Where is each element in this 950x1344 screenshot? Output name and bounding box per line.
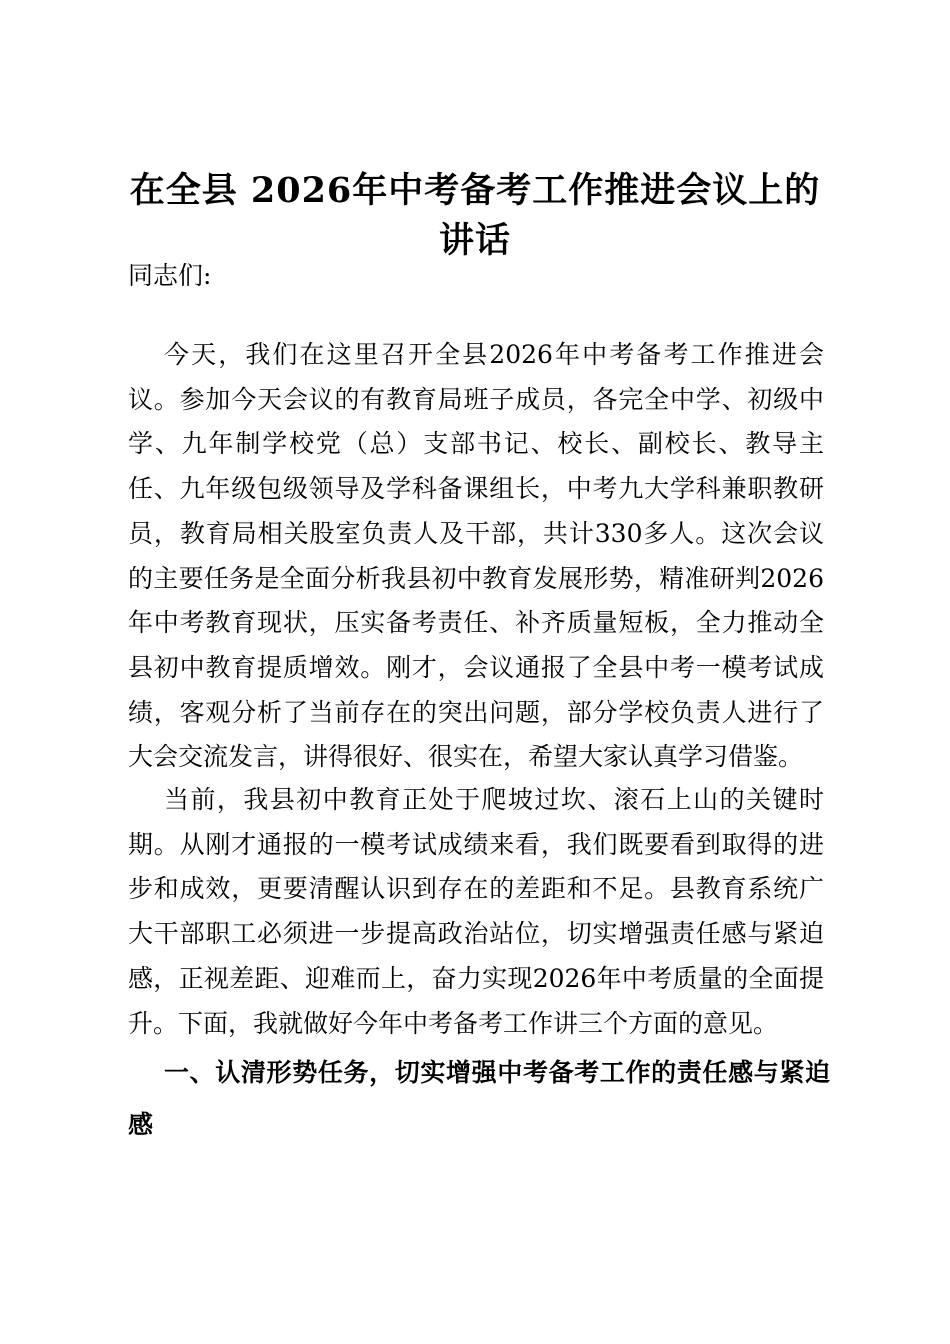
document-title: 在全县 2026年中考备考工作推进会议上的讲话 (129, 170, 821, 261)
salutation: 同志们: (128, 261, 212, 290)
section-heading: 一、认清形势任务，切实增强中考备考工作的责任感与紧迫感 (128, 1058, 830, 1139)
body-paragraph: 今天，我们在这里召开全县2026年中考备考工作推进会议。参加今天会议的有教育局班子成员，各完全中学、初级中学、九年制学校党（总）支部书记、校长、副校长、教导主任、九年级包级领导及学科备课组长，中考九大学科兼职教研员，教育局相关股室负责人及干部，共计330多人。这次会议的主要任务是全面分析我县初中教育发展形势，精准研判2026年中考教育现状，压实备考责任、补齐质量短板，全力推动全县初中教育提质增效。刚才，会议通报了全县中考一模考试成绩，客观分析了当前存在的突出问题，部分学校负责人进行了大会交流发言，讲得很好、很实在，希望大家认真学习借鉴。 (128, 340, 824, 772)
body-paragraph: 当前，我县初中教育正处于爬坡过坎、滚石上山的关键时期。从刚才通报的一模考试成绩来看，我们既要看到取得的进步和成效，更要清醒认识到存在的差距和不足。县教育系统广大干部职工必须进一步提高政治站位，切实增强责任感与紧迫感，正视差距、迎难而上，奋力实现2026年中考质量的全面提升。下面，我就做好今年中考备考工作讲三个方面的意见。 (128, 785, 824, 1038)
